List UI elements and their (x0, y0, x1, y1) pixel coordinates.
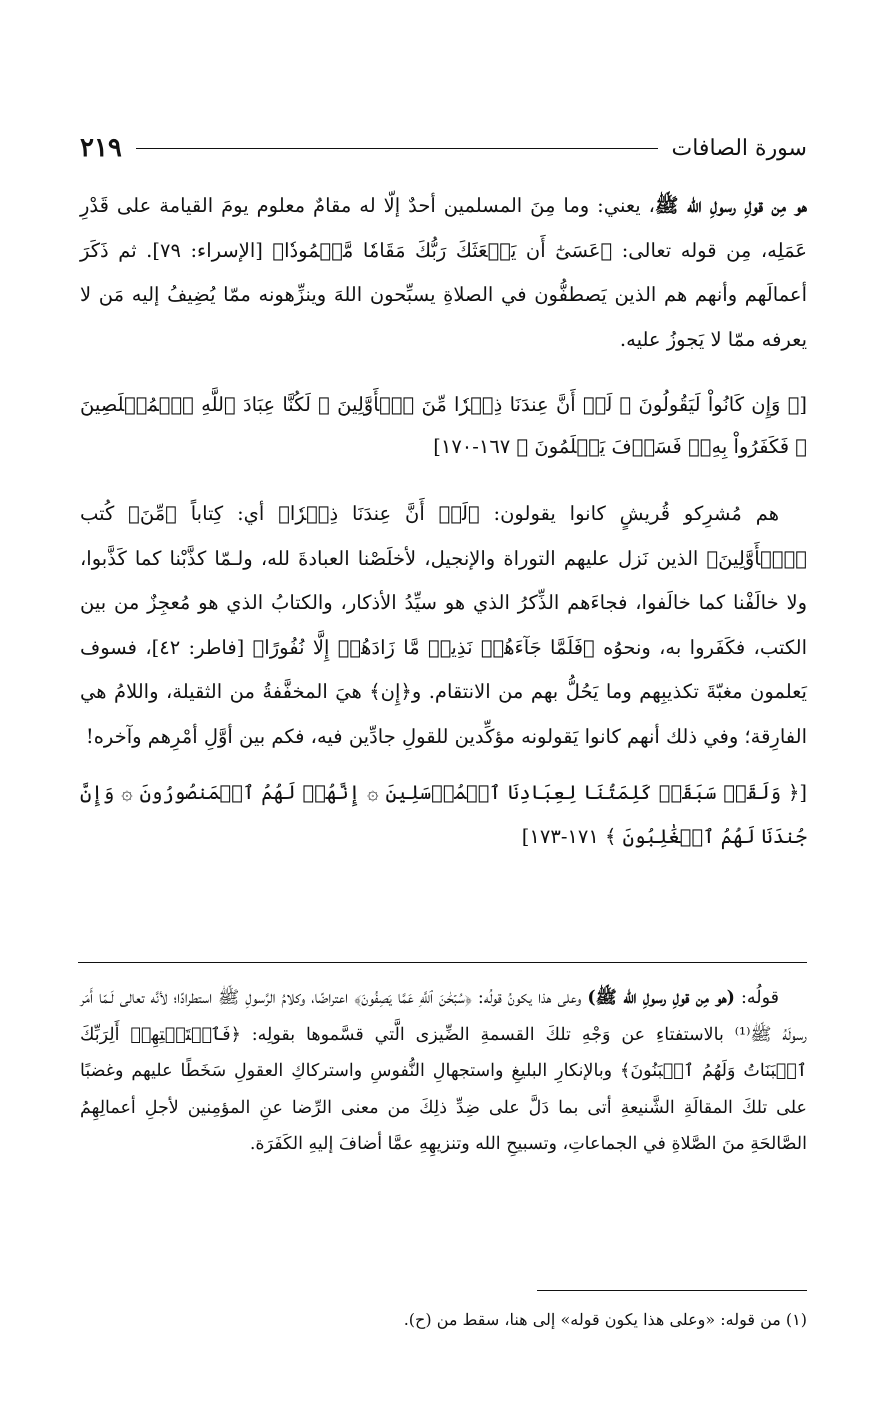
commentary-quoted-phrase: (هو مِن قولِ رسولِ الله ﷺ) (587, 988, 735, 1008)
commentary-paragraph (80, 980, 807, 1163)
page-number: ٢١٩ (80, 133, 122, 163)
paragraph-1-lead: هو مِن قولِ رسولِ الله ﷺ (654, 194, 807, 217)
commentary-lead: قولُه: (734, 988, 779, 1008)
running-header (80, 128, 807, 168)
quran-verses-171-173: [﴿ وَلَقَدۡ سَبَقَتۡ كَلِمَتُنَا لِعِبَادِنَا ٱلۡمُرۡسَلِينَ ۞ إِنَّهُمۡ لَهُمُ ٱلۡمَنصُورُونَ ۞ وَإِنَّ جُندَنَا لَهُمُ ٱلۡغَٰلِبُونَ ﴾ ١٧١-١٧٣] (80, 781, 807, 848)
paragraph-1-body: ، يعني: وما مِنَ المسلمين أحدٌ إلّا له مقامٌ معلوم يومَ القيامة على قَدْرِ عَمَلِه، مِن قوله تعالى: ﴿عَسَىٰٓ أَن يَبۡعَثَكَ رَبُّكَ مَقَامٗا مَّحۡمُودٗا﴾ [الإسراء: ٧٩]. ثم ذَكَرَ أعمالَهم وأنهم هم الذين يَصطفُّون في الصلاةِ يسبِّحون اللهَ وينزِّهونه ممّا يُضِيفُ إليه مَن لا يعرفه ممّا لا يَجوزُ عليه. (80, 194, 807, 351)
footnote-rule (537, 1290, 807, 1291)
paragraph-2: هم مُشرِكو قُريشٍ كانوا يقولون: ﴿لَوۡ أَنَّ عِندَنَا ذِكۡرٗا﴾ أي: كِتاباً ﴿مِّنَ﴾ كُتب ﴿ٱلۡأَوَّلِينَ﴾ الذين نَزل عليهم التوراة والإنجيل، لأخلَصْنا العبادةَ لله، ولـمّا كذَّبْنا كما كَذَّبوا، ولا خالَفْنا كما خالَفوا، فجاءَهم الذِّكرُ الذي هو سيِّدُ الأذكار، والكتابُ الذي هو مُعجِزٌ من بين الكتب، فكَفَروا به، ونحوُه ﴿فَلَمَّا جَآءَهُمۡ نَذِيرٞ مَّا زَادَهُمۡ إِلَّا نُفُورًا﴾ [فاطر: ٤٢]، فسوف يَعلمون مغبّةَ تكذيبِهم وما يَحُلُّ بهم من الانتقام. و﴿إِن﴾ هيَ المخفَّفةُ من الثقيلة، واللامُ هي الفارِقة؛ وفي ذلك أنهم كانوا يَقولونه مؤكِّدين للقولِ جادِّين فيه، فكم بين أوَّلِ أمْرِهم وآخره! (80, 502, 807, 748)
surah-title: سورة الصافات (671, 135, 807, 161)
commentary-separator (78, 962, 807, 963)
footnote-1: (١) من قوله: «وعلى هذا يكون قوله» إلى هنا، سقط من (ح). (403, 1310, 807, 1329)
paragraph-1 (80, 184, 807, 362)
quran-verses-167-170: [﴿ وَإِن كَانُواْ لَيَقُولُونَ ۞ لَوۡ أَنَّ عِندَنَا ذِكۡرٗا مِّنَ ٱلۡأَوَّلِينَ ۞ لَكُنَّا عِبَادَ ٱللَّهِ ٱلۡمُخۡلَصِينَ ۞ فَكَفَرُواْ بِهِۦۖ فَسَوۡفَ يَعۡلَمُونَ ﴾ ١٦٧-١٧٠] (80, 393, 807, 458)
commentary-section (80, 980, 807, 1163)
main-text (80, 184, 807, 859)
commentary-body: وعلى هذا يكونُ قولُه: ﴿سُبۡحَٰنَ ٱللَّهِ عَمَّا يَصِفُونَ﴾ اعتراضًا، وكلامُ الرَّسولِ ﷺ استطرادًا؛ لأنَّه تعالى لَـمّا أَمَر رسولَهُ ﷺ⁽¹⁾ بالاستفتاءِ عن وَجْهِ تلكَ القسمةِ الضِّيزى الَّتي قسَّموها بقولِه: ﴿فَٱسۡتَفۡتِهِمۡ أَلِرَبِّكَ ٱلۡبَنَاتُ وَلَهُمُ ٱلۡبَنُونَ﴾ وبالإنكارِ البليغِ واستجهالِ النُّفوسِ واستركاكِ العقولِ سَخَطًا عليهم وغضبًا على تلكَ المقالَةِ الشَّنيعةِ أتى بما دَلَّ على ضِدِّ ذلِكَ من معنى الرِّضا عنِ المؤمِنين لأجلِ أعمالِهِمُ الصَّالحَةِ منَ الصَّلاةِ في الجماعاتِ، وتسبيحِ الله وتنزيهِهِ عمَّا أضافَ إليهِ الكَفَرَة. (80, 988, 807, 1154)
header-rule (136, 148, 658, 149)
